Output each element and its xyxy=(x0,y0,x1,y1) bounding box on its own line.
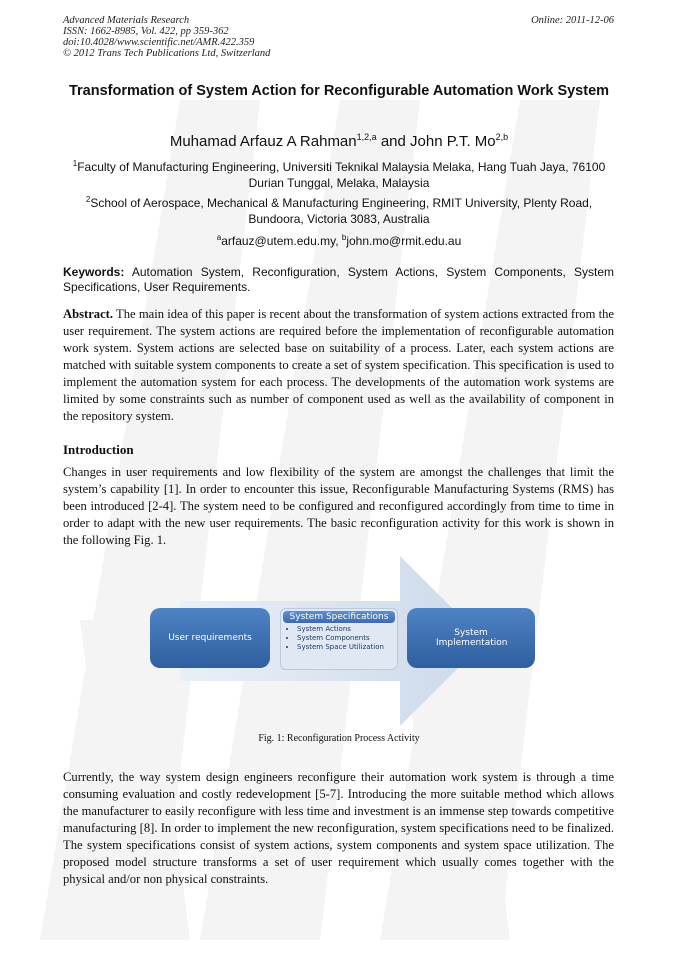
abstract-label: Abstract. xyxy=(63,307,114,321)
paper-title: Transformation of System Action for Reconfigurable Automation Work System xyxy=(68,83,610,99)
copyright-line: © 2012 Trans Tech Publications Ltd, Switzerland xyxy=(63,48,271,59)
keywords-label: Keywords: xyxy=(63,265,125,279)
journal-name: Advanced Materials Research xyxy=(63,15,190,26)
spec-item: • System Actions xyxy=(297,625,393,634)
affiliation-2-text: School of Aerospace, Mechanical & Manufacturing Engineering, RMIT University, Plenty Road, Bundoora, Victoria 3083, Australia xyxy=(90,196,593,226)
email-1-sup: a xyxy=(216,233,222,242)
email-2-sup: b xyxy=(341,233,347,242)
author-2: John P.T. Mo xyxy=(410,133,496,150)
figure-1-diagram xyxy=(150,556,540,726)
email-2[interactable]: john.mo@rmit.edu.au xyxy=(346,234,462,248)
introduction-paragraph: Changes in user requirements and low flexibility of the system are amongst the challenges that limit the system’s capability [1]. In order to encounter this issue, Reconfigurable Manufacturing Systems (RMS) has been introduced [2-4]. The system need to be configured and reconfigured accordingly from time to time in order to adapt with the new user requirements. The basic reconfiguration activity for this work is shown in the following Fig. 1. xyxy=(63,465,614,547)
author-1-sup: 1,2,a xyxy=(356,132,377,142)
user-requirements-label: User requirements xyxy=(168,633,252,643)
abstract-block xyxy=(63,306,614,425)
system-specifications-list xyxy=(285,625,393,652)
spec-item: • System Space Utilization xyxy=(297,643,393,652)
system-implementation-label: System Implementation xyxy=(436,628,508,648)
issn-line: ISSN: 1662-8985, Vol. 422, pp 359-362 xyxy=(63,26,229,37)
introduction-heading: Introduction xyxy=(63,442,134,457)
author-1: Muhamad Arfauz A Rahman xyxy=(169,133,357,150)
affiliation-2 xyxy=(70,192,608,227)
figure-1-caption: Fig. 1: Reconfiguration Process Activity xyxy=(258,733,420,744)
body-paragraph: Currently, the way system design engineers reconfigure their automation work system is through a time consuming evaluation and costly redevelopment [5-7]. Introducing the more suitable method which allows the manufacturer to easily reconfigure with less time and investment is an immense step towards competitive manufacturing [8]. In order to implement the new reconfiguration, system specifications need to be finalized. The system specifications consist of system actions, system components and system space utilization. The proposed model structure transforms a set of user requirement which usually comes together with the physical and/or non physical constraints. xyxy=(63,770,614,886)
spec-item: • System Components xyxy=(297,634,393,643)
abstract-text: The main idea of this paper is recent about the transformation of system actions extracted from the user requirement. The system actions are required before the implementation of reconfigurable automation work system. System actions are selected base on suitability of a process. Later, each system actions are matched with suitable system components to create a set of system specification. This specification is used to implement the automation system for each process. The developments of the automation work systems are limited by some constraints such as number of component used as well as the availability of component in the repository system. xyxy=(63,307,614,423)
author-line xyxy=(60,127,618,152)
journal-header xyxy=(63,15,270,59)
affiliation-1-text: Faculty of Manufacturing Engineering, Universiti Teknikal Malaysia Melaka, Hang Tuah Jaya, 76100 Durian Tunggal, Melaka, Malaysia xyxy=(77,160,606,190)
email-line xyxy=(60,230,618,249)
keywords-text: Automation System, Reconfiguration, System Actions, System Components, System Specifications, User Requirements. xyxy=(63,265,614,294)
online-date: Online: 2011-12-06 xyxy=(531,15,614,26)
user-requirements-box xyxy=(150,608,270,668)
system-implementation-box xyxy=(407,608,535,668)
keywords-block xyxy=(63,265,614,295)
affiliation-1-sup: 1 xyxy=(72,159,78,168)
affiliation-1 xyxy=(70,156,608,191)
doi-line: doi:10.4028/www.scientific.net/AMR.422.359 xyxy=(63,37,255,48)
system-specifications-title: System Specifications xyxy=(283,611,395,623)
author-2-sup: 2,b xyxy=(495,132,509,142)
author-conjunction: and xyxy=(376,133,411,150)
system-specifications-box xyxy=(280,608,398,670)
affiliation-2-sup: 2 xyxy=(85,195,91,204)
email-1[interactable]: arfauz@utem.edu.my, xyxy=(221,234,342,248)
